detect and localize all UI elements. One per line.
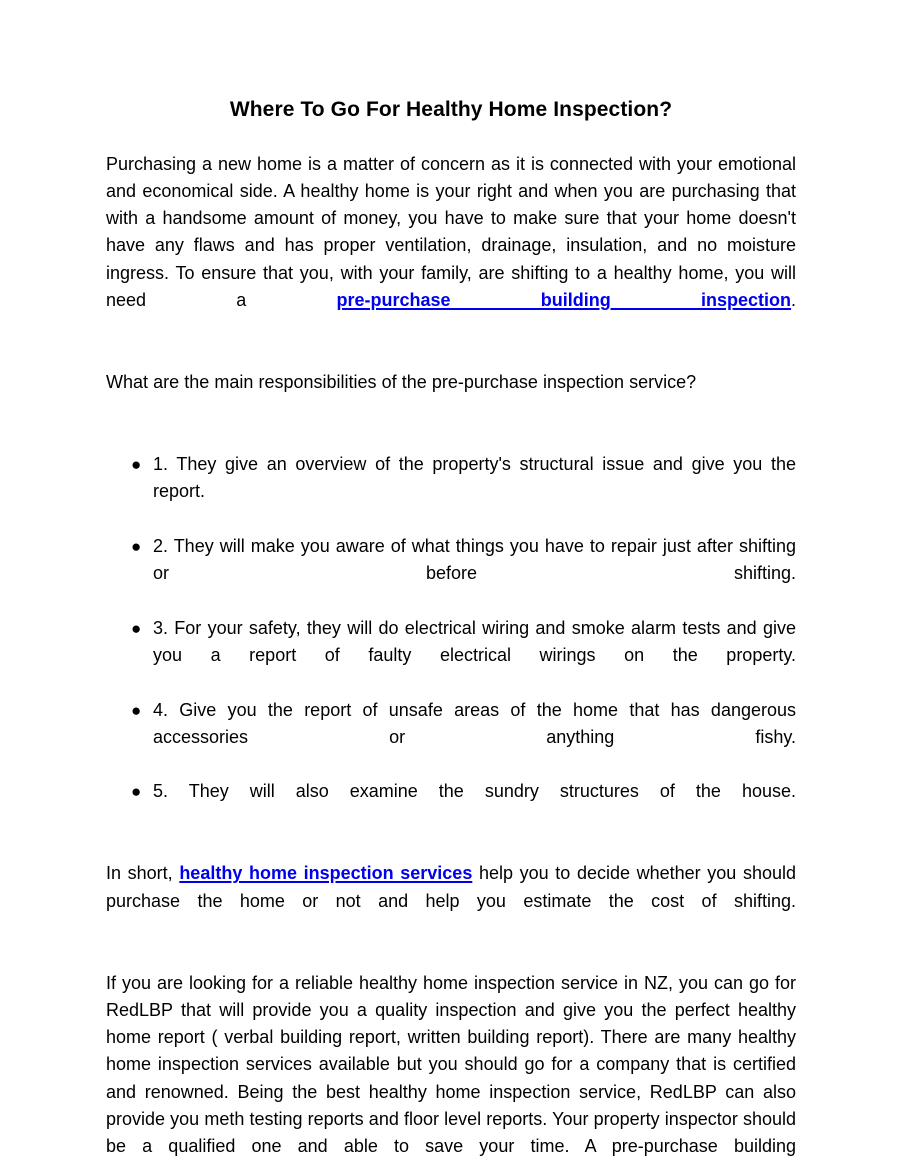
page-title: Where To Go For Healthy Home Inspection? [229,98,673,121]
pre-purchase-building-inspection-link[interactable]: pre-purchase building inspection [336,290,791,311]
bullet-dot-icon: ● [131,618,142,638]
summary-paragraph-text-before-link: In short, [106,863,180,884]
summary-paragraph [106,860,796,942]
spacer-after-intro [106,342,796,369]
bullet-dot-icon: ● [131,454,142,474]
list-item [106,697,796,779]
spacer-before-list [106,424,796,451]
list-item-label: 3. For your safety, they will do electrical wiring and smoke alarm tests and give you a report of faulty electrical wirings on the property. [153,617,796,665]
intro-paragraph [106,151,796,342]
spacer-before-closing [106,942,796,969]
list-item [106,615,796,697]
list-item-label: 1. They give an overview of the property's structural issue and give you the report. [153,453,796,502]
list-item [106,778,796,833]
spacer-after-title [106,123,796,150]
bullet-dot-icon: ● [131,700,142,720]
intro-paragraph-text-before-link: Purchasing a new home is a matter of concern as it is connected with your emotional and economical side. A healthy home is your right and when you are purchasing that with a handsome amount of money, you have to make sure that your home doesn't have any flaws and has proper ventilation, drainage, insulation, and no moisture ingress. To ensure that you, with your family, are shifting to a healthy home, you will need a [106,153,796,311]
responsibilities-list [106,451,796,833]
list-item-label: 5. They will also examine the sundry structures of the house. [153,781,796,802]
list-item [106,451,796,533]
spacer-after-list [106,833,796,860]
summary-paragraph-text-after-link: help you to decide whether you should purchase the home or not and help you estimate the cost of shifting. [106,863,796,911]
bullet-dot-icon: ● [131,782,142,802]
responsibilities-question: What are the main responsibilities of the pre-purchase inspection service? [106,371,697,392]
list-item-label: 2. They will make you aware of what things you have to repair just after shifting or before shifting. [153,535,796,584]
intro-paragraph-text-after-link: . [790,290,796,311]
closing-paragraph: If you are looking for a reliable healthy home inspection service in NZ, you can go for RedLBP that will provide you a quality inspection and give you the perfect healthy home report ( verbal building report, written building report). There are many healthy home inspection services available but you should go for a company that is certified and renowned. Being the best healthy home inspection service, RedLBP can also provide you meth testing reports and floor level reports. Your property inspector should be a qualified one and able to save your time. A pre-purchase building [106,972,796,1157]
bullet-dot-icon: ● [131,536,142,556]
document-content [106,96,796,1165]
healthy-home-inspection-services-link[interactable]: healthy home inspection services [179,863,473,884]
list-item-label: 4. Give you the report of unsafe areas of the home that has dangerous accessories or anything fishy. [153,699,796,747]
list-item [106,533,796,615]
